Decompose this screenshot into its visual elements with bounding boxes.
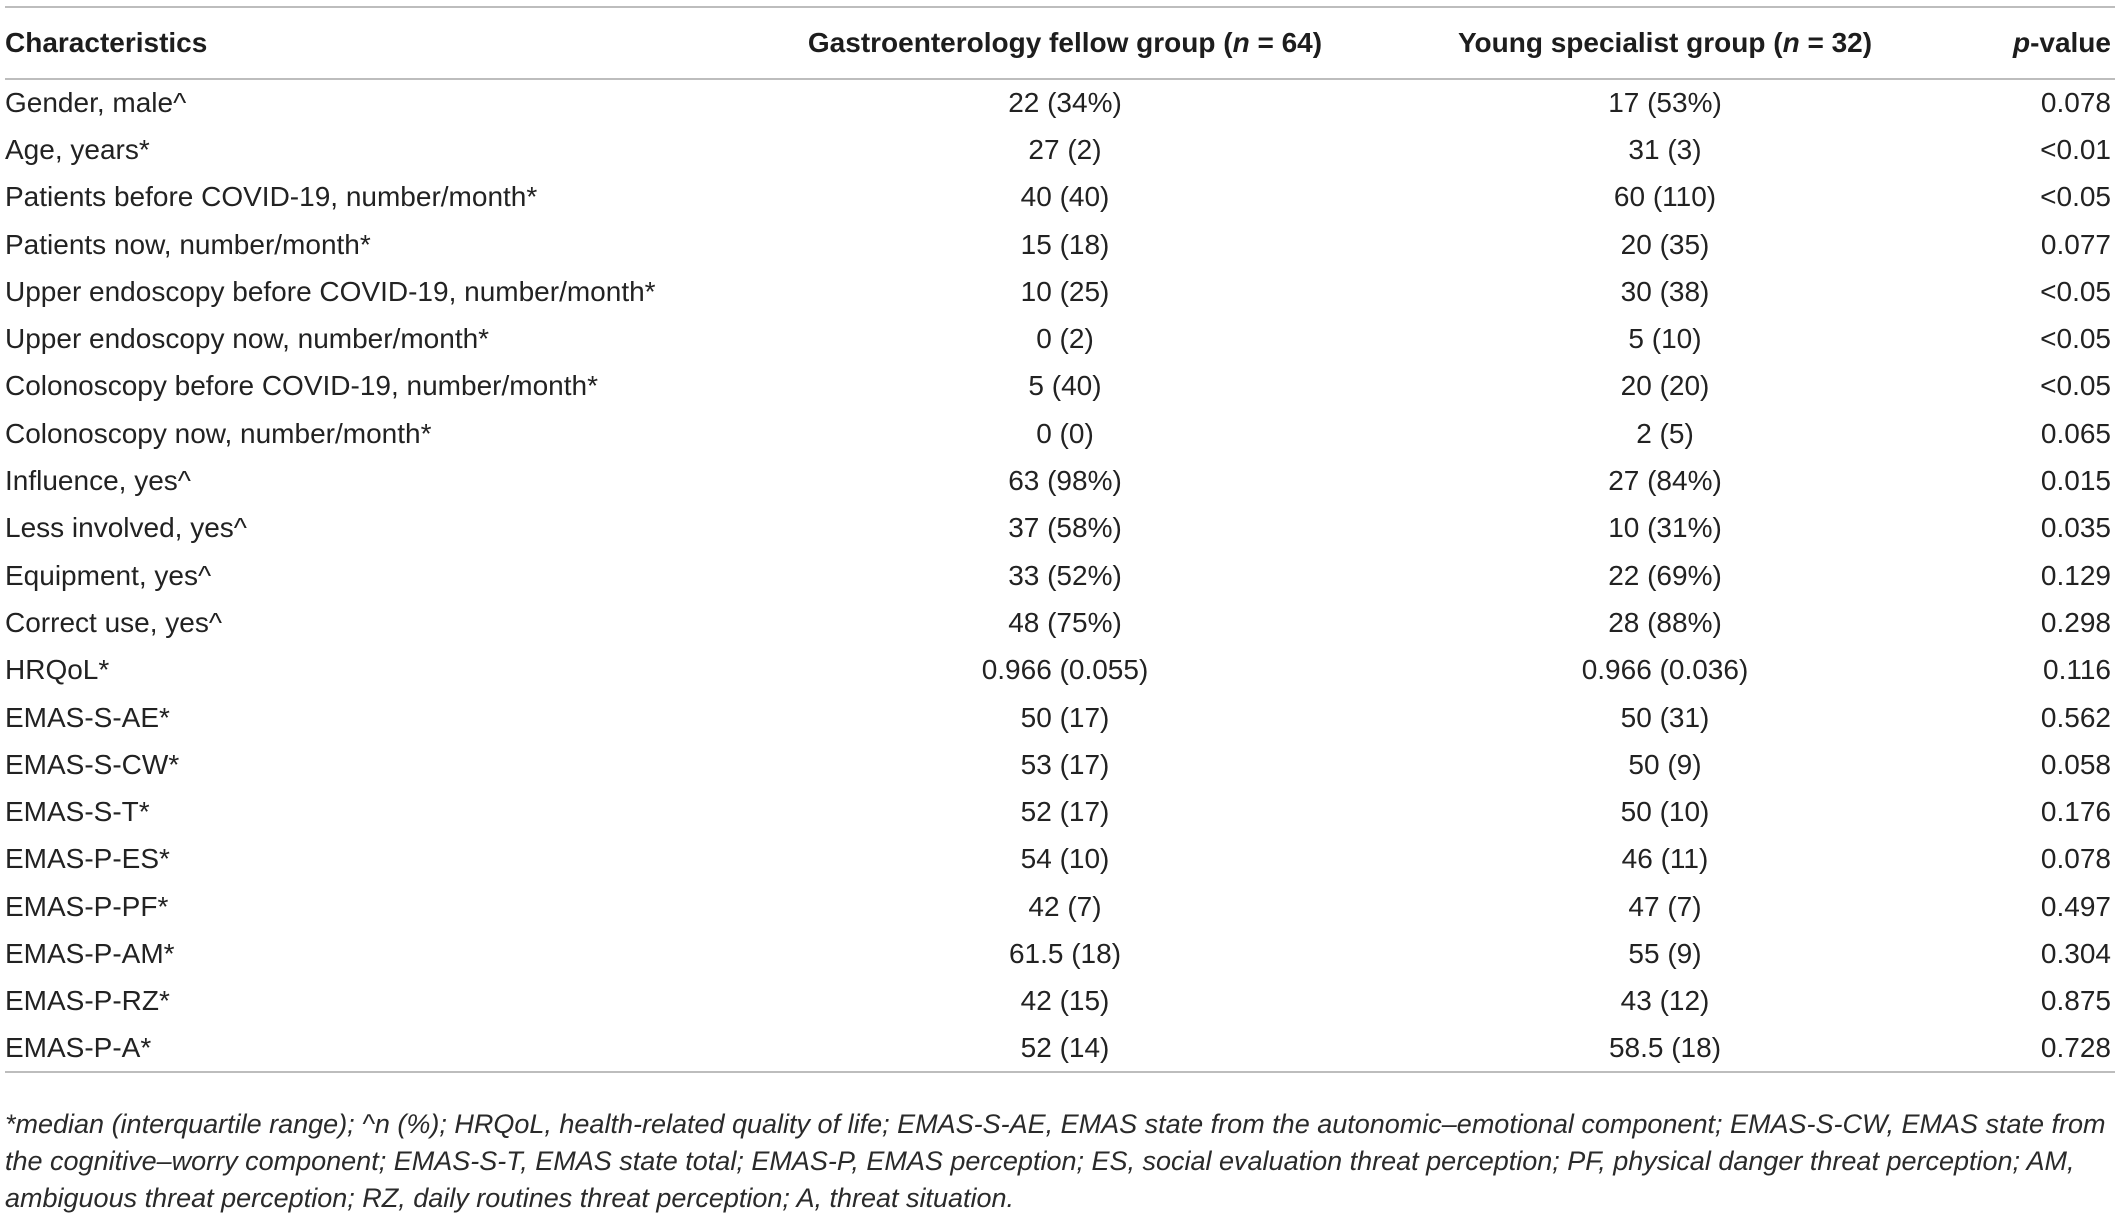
specialist-value: 60 (110) [1613,181,1717,213]
header-p-value: p-value [1975,7,2115,79]
table-row [5,79,2115,126]
row-label: EMAS-S-AE* [5,701,170,733]
header-fellow-group: Gastroenterology fellow group (n = 64) [775,7,1355,79]
p-value: 0.058 [2040,748,2111,780]
table-row [5,978,2115,1025]
table-row [5,174,2115,221]
table-body [5,79,2115,1072]
row-label: EMAS-P-AM* [5,937,175,969]
p-value: 0.129 [2040,559,2111,591]
specialist-value: 17 (53%) [1608,87,1722,119]
header-row [5,7,2115,79]
fellow-value: 53 (17) [1020,748,1110,780]
row-label: HRQoL* [5,654,110,686]
specialist-value: 31 (3) [1628,133,1702,165]
row-label: Equipment, yes^ [5,559,212,591]
row-label: Patients now, number/month* [5,228,371,260]
fellow-value: 0.966 (0.055) [981,654,1149,686]
specialist-value: 0.966 (0.036) [1581,654,1749,686]
row-label: EMAS-P-RZ* [5,985,170,1017]
header-characteristics: Characteristics [5,7,775,79]
specialist-value: 22 (69%) [1608,559,1722,591]
specialist-value: 10 (31%) [1608,512,1722,544]
p-value: <0.01 [2040,133,2111,165]
p-value: <0.05 [2040,181,2111,213]
table-row [5,883,2115,930]
fellow-value: 63 (98%) [1008,465,1122,497]
fellow-value: 54 (10) [1020,843,1110,875]
fellow-value: 50 (17) [1020,701,1110,733]
row-label: Age, years* [5,133,150,165]
row-label: Upper endoscopy now, number/month* [5,323,490,355]
table-row [5,930,2115,977]
header-specialist-group: Young specialist group (n = 32) [1355,7,1975,79]
table-row [5,741,2115,788]
row-label: Correct use, yes^ [5,606,222,638]
row-label: Patients before COVID-19, number/month* [5,181,538,213]
table-header [5,7,2115,79]
table-row [5,694,2115,741]
table-row [5,552,2115,599]
table-row [5,221,2115,268]
specialist-value: 30 (38) [1620,275,1710,307]
table-row [5,315,2115,362]
p-value: 0.728 [1975,1025,2115,1072]
p-value: 0.035 [2040,512,2111,544]
row-label: Gender, male^ [5,87,187,119]
p-value: 0.562 [2040,701,2111,733]
fellow-value: 61.5 (18) [1008,937,1122,969]
p-value: 0.078 [2040,843,2111,875]
fellow-value: 0 (0) [1036,417,1094,449]
row-label: Influence, yes^ [5,465,191,497]
p-value: 0.077 [2040,228,2111,260]
p-value: 0.304 [2040,937,2111,969]
row-label: EMAS-P-PF* [5,890,169,922]
fellow-value: 48 (75%) [1008,606,1122,638]
fellow-value: 27 (2) [1028,133,1102,165]
table-row [5,410,2115,457]
p-value: <0.05 [2040,275,2111,307]
fellow-value: 33 (52%) [1008,559,1122,591]
p-value: 0.078 [2040,87,2111,119]
fellow-value: 40 (40) [1020,181,1110,213]
specialist-value: 20 (20) [1620,370,1710,402]
row-label: Colonoscopy before COVID-19, number/month* [5,370,598,402]
table-row [5,599,2115,646]
table-row [5,836,2115,883]
specialist-value: 50 (31) [1620,701,1710,733]
fellow-value: 5 (40) [1028,370,1102,402]
table-row [5,1025,2115,1072]
row-label: EMAS-S-CW* [5,748,180,780]
row-label: EMAS-S-T* [5,796,150,828]
characteristics-table [5,6,2115,1073]
fellow-value: 42 (15) [1020,985,1110,1017]
specialist-value: 55 (9) [1628,937,1702,969]
specialist-value: 50 (10) [1620,796,1710,828]
specialist-value: 50 (9) [1628,748,1702,780]
row-label: Upper endoscopy before COVID-19, number/month* [5,275,656,307]
fellow-value: 37 (58%) [1008,512,1122,544]
row-label: Colonoscopy now, number/month* [5,417,432,449]
p-value: 0.015 [2040,465,2111,497]
p-value: 0.065 [2040,417,2111,449]
specialist-value: 58.5 (18) [1355,1025,1975,1072]
specialist-value: 5 (10) [1628,323,1702,355]
p-value: 0.116 [2043,654,2111,686]
specialist-value: 2 (5) [1636,417,1694,449]
specialist-value: 47 (7) [1628,890,1702,922]
specialist-value: 43 (12) [1620,985,1710,1017]
fellow-value: 52 (17) [1020,796,1110,828]
fellow-value: 10 (25) [1020,275,1110,307]
fellow-value: 0 (2) [1036,323,1094,355]
p-value: 0.875 [2040,985,2111,1017]
specialist-value: 20 (35) [1620,228,1710,260]
table-row [5,647,2115,694]
row-label: EMAS-P-A* [5,1025,775,1072]
p-value: 0.497 [2040,890,2111,922]
specialist-value: 27 (84%) [1608,465,1722,497]
specialist-value: 46 (11) [1621,843,1709,875]
fellow-value: 52 (14) [775,1025,1355,1072]
p-value: <0.05 [2040,323,2111,355]
table-row [5,363,2115,410]
table-row [5,268,2115,315]
fellow-value: 15 (18) [1020,228,1110,260]
specialist-value: 28 (88%) [1608,606,1722,638]
row-label: Less involved, yes^ [5,512,247,544]
p-value: <0.05 [2040,370,2111,402]
table-row [5,126,2115,173]
p-value: 0.298 [2040,606,2111,638]
fellow-value: 42 (7) [1028,890,1102,922]
table-row [5,505,2115,552]
p-value: 0.176 [2040,796,2111,828]
table-row [5,457,2115,504]
table-footnote: *median (interquartile range); ^n (%); HRQoL, health-related quality of life; EMAS-S-AE, EMAS state from the autonomic–emotional component; EMAS-S-CW, EMAS state from the cognitive–worry component; EMAS-S-T, EMAS state total; EMAS-P, EMAS perception; ES, social evaluation threat perception; PF, physical danger threat perception; AM, ambiguous threat perception; RZ, daily routines threat perception; A, threat situation. [5,1109,2106,1213]
row-label: EMAS-P-ES* [5,843,170,875]
table-row [5,788,2115,835]
fellow-value: 22 (34%) [1008,87,1122,119]
